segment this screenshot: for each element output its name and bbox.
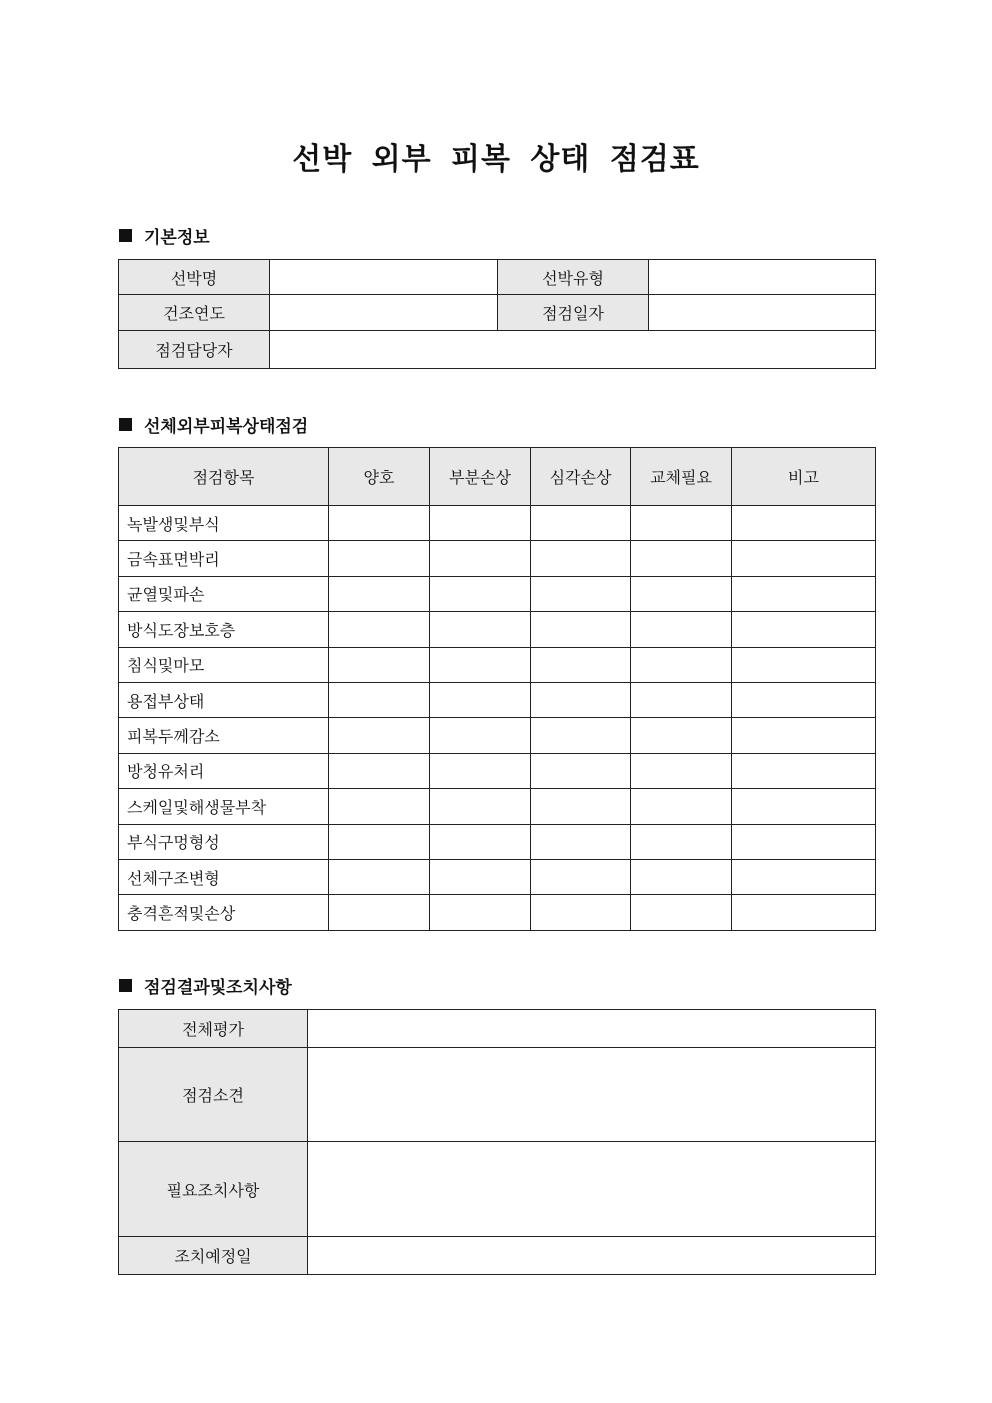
- inspection-item-label: 균열및파손: [119, 576, 329, 611]
- replace-needed-cell[interactable]: [631, 895, 732, 930]
- replace-needed-cell[interactable]: [631, 859, 732, 894]
- basic-info-table: [118, 259, 876, 369]
- inspection-table: [118, 447, 876, 931]
- partial-damage-cell[interactable]: [430, 753, 531, 788]
- severe-damage-cell[interactable]: [531, 647, 631, 682]
- good-cell[interactable]: [329, 541, 430, 576]
- partial-damage-cell[interactable]: [430, 859, 531, 894]
- partial-damage-cell[interactable]: [430, 576, 531, 611]
- table-row: [119, 506, 876, 541]
- table-row: [119, 1010, 876, 1048]
- inspection-item-label: 금속표면박리: [119, 541, 329, 576]
- ship-type-label: 선박유형: [498, 260, 649, 295]
- planned-date-field[interactable]: [308, 1237, 876, 1275]
- partial-damage-cell[interactable]: [430, 612, 531, 647]
- results-table: [118, 1009, 876, 1275]
- inspection-opinion-field[interactable]: [308, 1048, 876, 1142]
- severe-damage-cell[interactable]: [531, 612, 631, 647]
- inspection-item-label: 침식및마모: [119, 647, 329, 682]
- table-row: [119, 1048, 876, 1142]
- inspector-field[interactable]: [270, 331, 876, 369]
- partial-damage-cell[interactable]: [430, 541, 531, 576]
- replace-needed-cell[interactable]: [631, 612, 732, 647]
- replace-needed-cell[interactable]: [631, 506, 732, 541]
- section-title: 기본정보: [144, 228, 210, 248]
- inspection-item-label: 용접부상태: [119, 682, 329, 717]
- remarks-cell[interactable]: [732, 718, 876, 753]
- column-header-severe-damage: 심각손상: [531, 448, 631, 506]
- severe-damage-cell[interactable]: [531, 859, 631, 894]
- replace-needed-cell[interactable]: [631, 824, 732, 859]
- inspection-date-label: 점검일자: [498, 295, 649, 331]
- remarks-cell[interactable]: [732, 541, 876, 576]
- table-row: [119, 331, 876, 369]
- inspection-item-label: 녹발생및부식: [119, 506, 329, 541]
- table-row: [119, 859, 876, 894]
- inspection-item-label: 선체구조변형: [119, 859, 329, 894]
- table-row: [119, 824, 876, 859]
- table-row: [119, 1237, 876, 1275]
- table-row: [119, 718, 876, 753]
- section-heading-inspection: [119, 412, 308, 437]
- remarks-cell[interactable]: [732, 789, 876, 824]
- column-header-replace-needed: 교체필요: [631, 448, 732, 506]
- table-row: [119, 647, 876, 682]
- inspector-label: 점검담당자: [119, 331, 270, 369]
- replace-needed-cell[interactable]: [631, 682, 732, 717]
- ship-name-label: 선박명: [119, 260, 270, 295]
- inspection-item-label: 스케일및해생물부착: [119, 789, 329, 824]
- inspection-opinion-label: 점검소견: [119, 1048, 308, 1142]
- severe-damage-cell[interactable]: [531, 753, 631, 788]
- remarks-cell[interactable]: [732, 682, 876, 717]
- table-row: [119, 753, 876, 788]
- severe-damage-cell[interactable]: [531, 682, 631, 717]
- column-header-item: 점검항목: [119, 448, 329, 506]
- inspection-table-body: [119, 506, 876, 931]
- remarks-cell[interactable]: [732, 895, 876, 930]
- table-header-row: [119, 448, 876, 506]
- severe-damage-cell[interactable]: [531, 895, 631, 930]
- page-title: 선박 외부 피복 상태 점검표: [292, 142, 700, 177]
- column-header-partial-damage: 부분손상: [430, 448, 531, 506]
- section-title: 선체외부피복상태점검: [144, 417, 309, 437]
- good-cell[interactable]: [329, 789, 430, 824]
- replace-needed-cell[interactable]: [631, 541, 732, 576]
- replace-needed-cell[interactable]: [631, 718, 732, 753]
- column-header-remarks: 비고: [732, 448, 876, 506]
- ship-type-field[interactable]: [649, 260, 876, 295]
- partial-damage-cell[interactable]: [430, 789, 531, 824]
- good-cell[interactable]: [329, 824, 430, 859]
- replace-needed-cell[interactable]: [631, 576, 732, 611]
- remarks-cell[interactable]: [732, 753, 876, 788]
- section-heading-results: [119, 973, 292, 998]
- good-cell[interactable]: [329, 506, 430, 541]
- remarks-cell[interactable]: [732, 576, 876, 611]
- good-cell[interactable]: [329, 753, 430, 788]
- ship-name-field[interactable]: [270, 260, 498, 295]
- table-row: [119, 1142, 876, 1237]
- table-row: [119, 895, 876, 930]
- good-cell[interactable]: [329, 576, 430, 611]
- build-year-label: 건조연도: [119, 295, 270, 331]
- table-row: [119, 612, 876, 647]
- remarks-cell[interactable]: [732, 647, 876, 682]
- remarks-cell[interactable]: [732, 859, 876, 894]
- good-cell[interactable]: [329, 895, 430, 930]
- partial-damage-cell[interactable]: [430, 895, 531, 930]
- good-cell[interactable]: [329, 682, 430, 717]
- good-cell[interactable]: [329, 612, 430, 647]
- table-row: [119, 295, 876, 331]
- severe-damage-cell[interactable]: [531, 541, 631, 576]
- remarks-cell[interactable]: [732, 612, 876, 647]
- inspection-item-label: 피복두께감소: [119, 718, 329, 753]
- overall-evaluation-label: 전체평가: [119, 1010, 308, 1048]
- table-row: [119, 541, 876, 576]
- good-cell[interactable]: [329, 859, 430, 894]
- partial-damage-cell[interactable]: [430, 824, 531, 859]
- build-year-field[interactable]: [270, 295, 498, 331]
- partial-damage-cell[interactable]: [430, 647, 531, 682]
- good-cell[interactable]: [329, 647, 430, 682]
- replace-needed-cell[interactable]: [631, 789, 732, 824]
- remarks-cell[interactable]: [732, 506, 876, 541]
- partial-damage-cell[interactable]: [430, 506, 531, 541]
- bullet-square-icon: [119, 979, 132, 992]
- severe-damage-cell[interactable]: [531, 789, 631, 824]
- planned-date-label: 조치예정일: [119, 1237, 308, 1275]
- bullet-square-icon: [119, 418, 132, 431]
- required-action-label: 필요조치사항: [119, 1142, 308, 1237]
- table-row: [119, 260, 876, 295]
- inspection-item-label: 충격흔적및손상: [119, 895, 329, 930]
- column-header-good: 양호: [329, 448, 430, 506]
- inspection-item-label: 방청유처리: [119, 753, 329, 788]
- partial-damage-cell[interactable]: [430, 718, 531, 753]
- inspection-item-label: 방식도장보호층: [119, 612, 329, 647]
- severe-damage-cell[interactable]: [531, 576, 631, 611]
- inspection-item-label: 부식구멍형성: [119, 824, 329, 859]
- section-title: 점검결과및조치사항: [144, 978, 292, 998]
- table-row: [119, 576, 876, 611]
- overall-evaluation-field[interactable]: [308, 1010, 876, 1048]
- table-row: [119, 682, 876, 717]
- good-cell[interactable]: [329, 718, 430, 753]
- severe-damage-cell[interactable]: [531, 824, 631, 859]
- replace-needed-cell[interactable]: [631, 647, 732, 682]
- required-action-field[interactable]: [308, 1142, 876, 1237]
- severe-damage-cell[interactable]: [531, 506, 631, 541]
- partial-damage-cell[interactable]: [430, 682, 531, 717]
- severe-damage-cell[interactable]: [531, 718, 631, 753]
- bullet-square-icon: [119, 229, 132, 242]
- replace-needed-cell[interactable]: [631, 753, 732, 788]
- table-row: [119, 789, 876, 824]
- remarks-cell[interactable]: [732, 824, 876, 859]
- section-heading-basic-info: [119, 223, 210, 248]
- inspection-date-field[interactable]: [649, 295, 876, 331]
